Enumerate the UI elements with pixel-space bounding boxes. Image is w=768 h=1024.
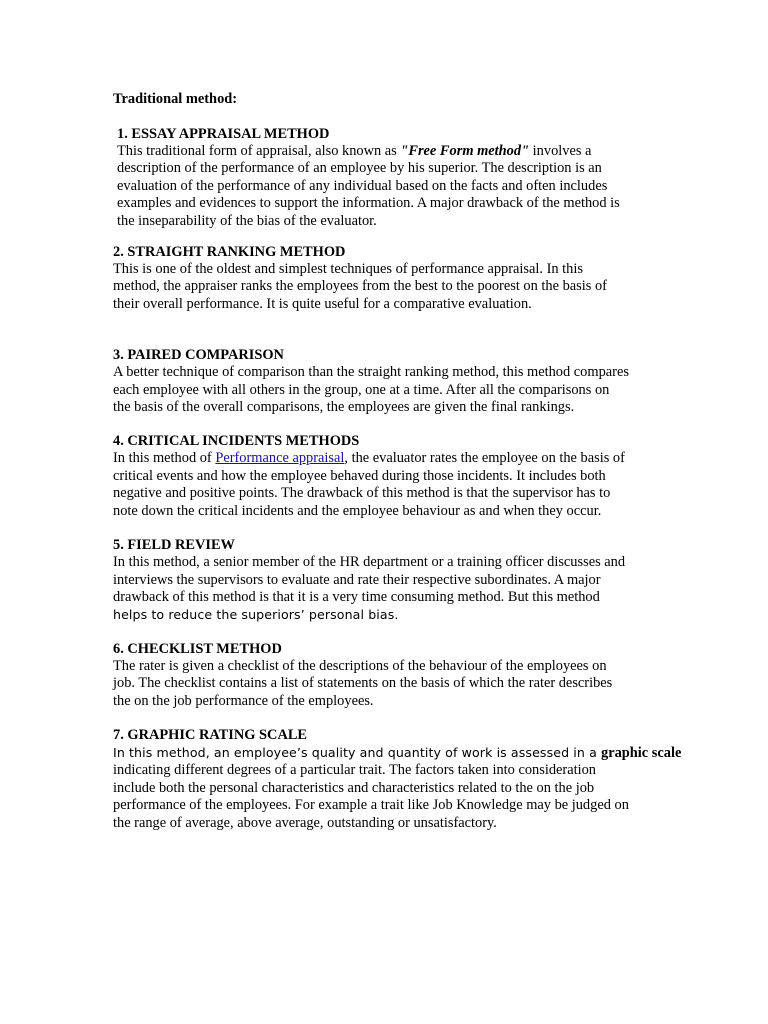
section-body-essay-appraisal (113, 143, 653, 230)
text-line: description of the performance of an employee by his superior. The description is an (117, 160, 602, 177)
section-heading-graphic-rating: 7. GRAPHIC RATING SCALE (113, 726, 308, 743)
text-line: evaluation of the performance of any individual based on the facts and often includes (117, 177, 608, 194)
text-line: indicating different degrees of a particular trait. The factors taken into consideration (113, 762, 596, 779)
free-form-emphasis: "Free Form method" (400, 143, 530, 159)
text-line: A better technique of comparison than the straight ranking method, this method compares (113, 364, 629, 381)
text-line: helps to reduce the superiors’ personal bias. (113, 607, 399, 623)
section-heading-essay-appraisal: 1. ESSAY APPRAISAL METHOD (117, 126, 330, 142)
section-body-field-review (113, 554, 653, 624)
text-line: In this method of Performance appraisal, the evaluator rates the employee on the basis of (113, 450, 625, 467)
text-line: examples and evidences to support the information. A major drawback of the method is (117, 195, 620, 212)
text-line: negative and positive points. The drawback of this method is that the supervisor has to (113, 485, 611, 502)
text-line: the inseparability of the bias of the evaluator. (117, 212, 377, 229)
text-line: their overall performance. It is quite useful for a comparative evaluation. (113, 295, 532, 312)
text-line: note down the critical incidents and the employee behaviour as and when they occur. (113, 502, 602, 519)
text-line: The rater is given a checklist of the descriptions of the behaviour of the employees on (113, 657, 607, 674)
text-line: In this method, an employee’s quality and quantity of work is assessed in a graphic scale (113, 744, 682, 761)
document-title: Traditional method: (113, 91, 238, 107)
section-heading-critical-incidents: 4. CRITICAL INCIDENTS METHODS (113, 433, 360, 450)
text-line: each employee with all others in the group, one at a time. After all the comparisons on (113, 381, 610, 398)
text-line: the basis of the overall comparisons, the employees are given the final rankings. (113, 399, 575, 416)
section-heading-straight-ranking: 2. STRAIGHT RANKING METHOD (113, 244, 346, 261)
section-body-critical-incidents (113, 450, 653, 520)
section-body-straight-ranking (113, 261, 653, 313)
text-line: critical events and how the employee behaved during those incidents. It includes both (113, 467, 606, 484)
text-line: performance of the employees. For example a trait like Job Knowledge may be judged on (113, 797, 629, 814)
performance-appraisal-link[interactable]: Performance appraisal (215, 450, 345, 467)
text-line: In this method, a senior member of the HR department or a training officer discusses and (113, 554, 626, 571)
text-line: interviews the supervisors to evaluate and rate their respective subordinates. A major (113, 571, 601, 588)
text-line: the on the job performance of the employees. (113, 692, 374, 709)
text-line: This traditional form of appraisal, also known as "Free Form method" involves a (117, 143, 592, 159)
section-body-paired-comparison (113, 364, 653, 416)
section-body-checklist (113, 658, 653, 710)
text-line: include both the personal characteristics and characteristics related to the on the job (113, 779, 595, 796)
section-heading-checklist: 6. CHECKLIST METHOD (113, 640, 282, 657)
graphic-scale-emphasis: graphic scale (601, 744, 682, 761)
text-line: drawback of this method is that it is a very time consuming method. But this method (113, 588, 600, 605)
document-page (113, 91, 682, 832)
section-heading-paired-comparison: 3. PAIRED COMPARISON (113, 347, 284, 364)
text-line: the range of average, above average, outstanding or unsatisfactory. (113, 814, 497, 831)
text-line: This is one of the oldest and simplest techniques of performance appraisal. In this (113, 261, 583, 278)
section-heading-field-review: 5. FIELD REVIEW (113, 537, 235, 554)
text-line: method, the appraiser ranks the employees from the best to the poorest on the basis of (113, 278, 607, 295)
section-body-graphic-rating (113, 744, 682, 832)
text-line: job. The checklist contains a list of statements on the basis of which the rater describes (113, 675, 613, 692)
